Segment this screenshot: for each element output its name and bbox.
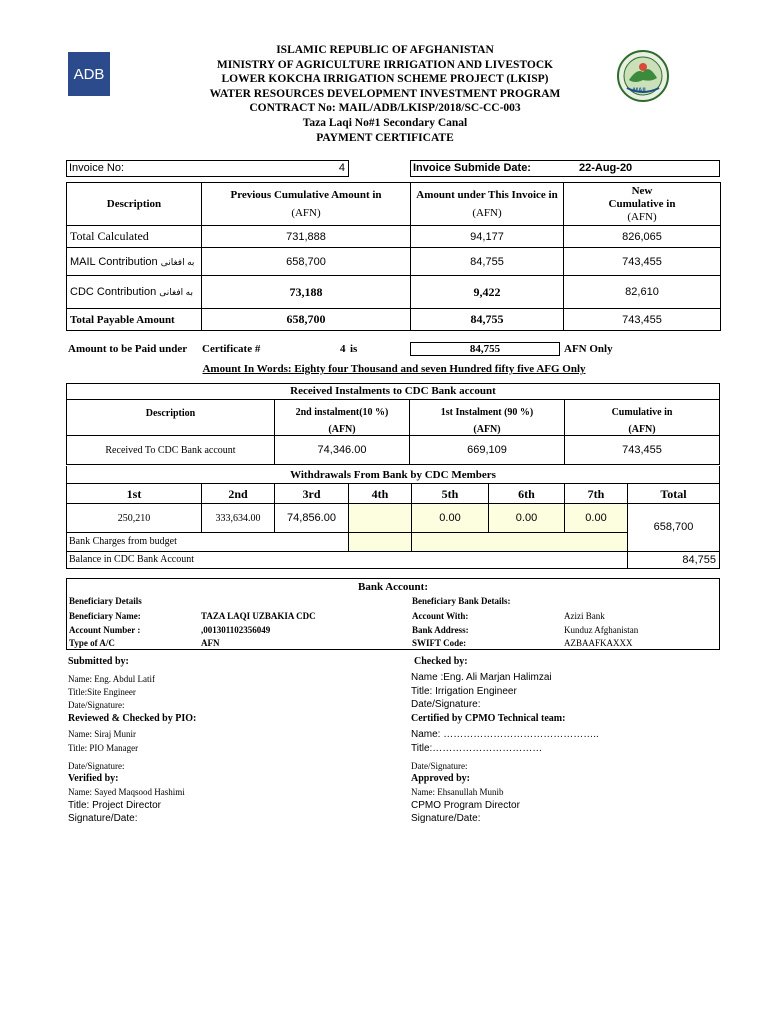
account-type-label: Type of A/C — [69, 638, 115, 648]
account-number-value: ,001301102356049 — [201, 625, 271, 635]
certificate-label: Certificate # — [202, 343, 261, 355]
col-previous — [202, 183, 411, 226]
inst-cum-label: Cumulative in — [611, 407, 673, 418]
invoice-no-box — [66, 160, 349, 177]
header-line-3: LOWER KOKCHA IRRIGATION SCHEME PROJECT (LKISP) — [221, 73, 549, 86]
swift-code-value: AZBAAFKAXXX — [564, 638, 633, 648]
beneficiary-name-label: Beneficiary Name: — [69, 611, 141, 621]
account-type-value: AFN — [201, 638, 220, 648]
invoice-no-value: 4 — [338, 162, 345, 174]
amount-paid-is: is — [350, 343, 358, 355]
inst-cum-header — [565, 404, 719, 438]
wd-val-7th: 0.00 — [585, 512, 607, 524]
header-line-7: PAYMENT CERTIFICATE — [316, 131, 454, 144]
amount-in-words — [68, 363, 720, 375]
balance-value: 84,755 — [682, 554, 716, 566]
summary-table — [66, 182, 721, 331]
wd-col-1st: 1st — [126, 487, 142, 501]
col-previous-label: Previous Cumulative Amount in — [230, 189, 382, 201]
swift-code-label: SWIFT Code: — [412, 638, 467, 648]
submitted-name: Name: Eng. Abdul Latif — [68, 674, 155, 684]
wd-col-total: Total — [660, 487, 687, 501]
amount-paid-suffix: AFN Only — [564, 343, 613, 355]
row-mail-new: 743,455 — [564, 248, 721, 276]
wd-col-3rd: 3rd — [302, 487, 321, 501]
approved-title-line: CPMO Program Director — [411, 800, 520, 811]
wd-val-total: 658,700 — [653, 521, 694, 533]
col-this-label: Amount under This Invoice in — [416, 189, 558, 201]
reviewed-title: Reviewed & Checked by PIO: — [68, 713, 197, 724]
row-total-payable-label: Total Payable Amount — [67, 309, 202, 331]
reviewed-title-line: Title: PIO Manager — [68, 743, 139, 753]
row-cdc-prev: 73,188 — [202, 276, 411, 309]
submitted-title: Submitted by: — [68, 656, 129, 667]
certified-date: Date/Signature: — [411, 761, 468, 771]
instalments-title-text: Received Instalments to CDC Bank account — [290, 385, 496, 397]
invoice-date-box — [410, 160, 720, 177]
beneficiary-details-label: Beneficiary Details — [69, 596, 142, 606]
verified-title-line: Title: Project Director — [68, 800, 161, 811]
inst-2nd-unit: (AFN) — [328, 424, 356, 435]
header-line-6: Taza Laqi No#1 Secondary Canal — [302, 116, 468, 129]
row-cdc-contribution — [67, 276, 202, 309]
invoice-no-label: Invoice No: — [69, 162, 125, 174]
approved-date: Signature/Date: — [411, 813, 481, 824]
col-this-unit: (AFN) — [472, 207, 502, 219]
header-line-4: WATER RESOURCES DEVELOPMENT INVESTMENT PROGRAM — [209, 87, 561, 100]
wd-val-1st: 250,210 — [117, 513, 151, 524]
checked-title: Checked by: — [414, 656, 468, 667]
certificate-number: 4 — [340, 343, 346, 355]
adb-logo — [68, 52, 110, 96]
inst-row-2nd: 74,346.00 — [317, 444, 367, 456]
col-this-invoice — [411, 183, 564, 226]
verified-name: Name: Sayed Maqsood Hashimi — [68, 787, 185, 797]
inst-row-cum: 743,455 — [622, 444, 662, 456]
seal-text: MAIL — [633, 88, 648, 94]
col-new-cumulative — [564, 183, 721, 226]
row-cdc-dari: به افغانی — [159, 287, 193, 297]
row-total-calculated-label: Total Calculated — [67, 226, 202, 248]
row-cdc-new: 82,610 — [564, 276, 721, 309]
mail-seal-icon — [617, 50, 669, 102]
amount-paid-box — [410, 342, 560, 356]
amount-paid-line — [68, 342, 728, 360]
row-total-payable-new: 743,455 — [564, 309, 721, 331]
certified-name: Name: ……………………………………….. — [411, 729, 599, 740]
row-mail-this: 84,755 — [411, 248, 564, 276]
col-new-unit: (AFN) — [627, 210, 657, 223]
bank-address-label: Bank Address: — [412, 625, 469, 635]
instalments-title-cell — [67, 384, 719, 400]
verified-date: Signature/Date: — [68, 813, 138, 824]
checked-date: Date/Signature: — [411, 699, 481, 710]
approved-name: Name: Ehsanullah Munib — [411, 787, 504, 797]
account-with-value: Azizi Bank — [564, 611, 605, 621]
bank-address-value: Kunduz Afghanistan — [564, 625, 639, 635]
inst-2nd-label: 2nd instalment(10 %) — [295, 407, 389, 418]
submitted-date: Date/Signature: — [68, 700, 125, 710]
row-mail-dari: به افغانی — [160, 256, 195, 267]
header-line-2: MINISTRY OF AGRICULTURE IRRIGATION AND LIVESTOCK — [216, 58, 554, 71]
inst-cum-unit: (AFN) — [628, 424, 656, 435]
row-mail-prev: 658,700 — [202, 248, 411, 276]
row-total-calculated-this: 94,177 — [411, 226, 564, 248]
col-previous-unit: (AFN) — [291, 207, 321, 219]
checked-title-line: Title: Irrigation Engineer — [411, 686, 517, 697]
beneficiary-bank-details-label: Beneficiary Bank Details: — [412, 596, 511, 606]
row-mail-label: MAIL Contribution — [70, 255, 158, 268]
withdrawals-title-cell — [67, 467, 719, 484]
col-new-label-2: Cumulative in — [608, 197, 676, 210]
account-number-label: Account Number : — [69, 625, 141, 635]
inst-2nd-header — [275, 404, 409, 438]
wd-val-2nd: 333,634.00 — [215, 513, 261, 524]
account-with-label: Account With: — [412, 611, 469, 621]
wd-col-7th: 7th — [587, 487, 605, 501]
row-mail-contribution — [67, 248, 202, 276]
row-cdc-label: CDC Contribution — [70, 286, 157, 298]
header-line-1: ISLAMIC REPUBLIC OF AFGHANISTAN — [276, 44, 494, 56]
bank-account-box — [66, 578, 720, 650]
amount-paid-label: Amount to be Paid under — [68, 343, 188, 355]
wd-val-6th: 0.00 — [515, 512, 538, 524]
reviewed-date: Date/Signature: — [68, 761, 125, 771]
invoice-date-value: 22-Aug-20 — [579, 162, 633, 174]
inst-1st-label: 1st Instalment (90 %) — [440, 407, 534, 418]
row-total-payable-prev: 658,700 — [202, 309, 411, 331]
certified-title-line: Title:…………………………… — [411, 743, 543, 754]
wd-col-2nd: 2nd — [228, 487, 248, 501]
bank-account-title: Bank Account: — [358, 581, 428, 593]
wd-col-4th: 4th — [371, 487, 389, 501]
verified-title: Verified by: — [68, 773, 119, 784]
wd-col-6th: 6th — [518, 487, 535, 501]
inst-1st-header — [410, 404, 564, 438]
wd-val-3rd: 74,856.00 — [287, 512, 336, 524]
inst-desc-header: Description — [145, 408, 196, 419]
beneficiary-name-value: TAZA LAQI UZBAKIA CDC — [201, 611, 316, 621]
wd-val-5th: 0.00 — [439, 512, 461, 524]
instalments-section — [66, 383, 720, 465]
row-total-calculated-new: 826,065 — [564, 226, 721, 248]
inst-1st-unit: (AFN) — [473, 424, 501, 435]
reviewed-name: Name: Siraj Munir — [68, 729, 136, 739]
row-total-calculated-prev: 731,888 — [202, 226, 411, 248]
col-description: Description — [67, 183, 202, 226]
withdrawals-title-text: Withdrawals From Bank by CDC Members — [290, 469, 496, 481]
amount-in-words-text: Amount In Words: Eighty four Thousand and seven Hundred fifty five AFG Only — [202, 363, 586, 375]
checked-name: Name :Eng. Ali Marjan Halimzai — [411, 672, 552, 683]
adb-logo-text: ADB — [73, 65, 105, 83]
row-total-payable-this: 84,755 — [411, 309, 564, 331]
header-block — [200, 43, 570, 145]
approved-title: Approved by: — [411, 773, 470, 784]
inst-row-label: Received To CDC Bank account — [105, 445, 236, 456]
col-new-label-1: New — [631, 184, 653, 197]
submitted-title-line: Title:Site Engineer — [68, 687, 136, 697]
bank-charges-label: Bank Charges from budget — [69, 536, 177, 547]
row-cdc-this: 9,422 — [411, 276, 564, 309]
header-line-5: CONTRACT No: MAIL/ADB/LKISP/2018/SC-CC-003 — [249, 102, 521, 115]
inst-row-1st: 669,109 — [467, 444, 507, 456]
certified-title: Certified by CPMO Technical team: — [411, 713, 566, 724]
invoice-date-label: Invoice Submide Date: — [413, 162, 531, 174]
amount-paid-value: 84,755 — [469, 343, 501, 355]
withdrawals-section — [66, 466, 720, 569]
wd-col-5th: 5th — [441, 487, 459, 501]
balance-label: Balance in CDC Bank Account — [69, 554, 194, 565]
